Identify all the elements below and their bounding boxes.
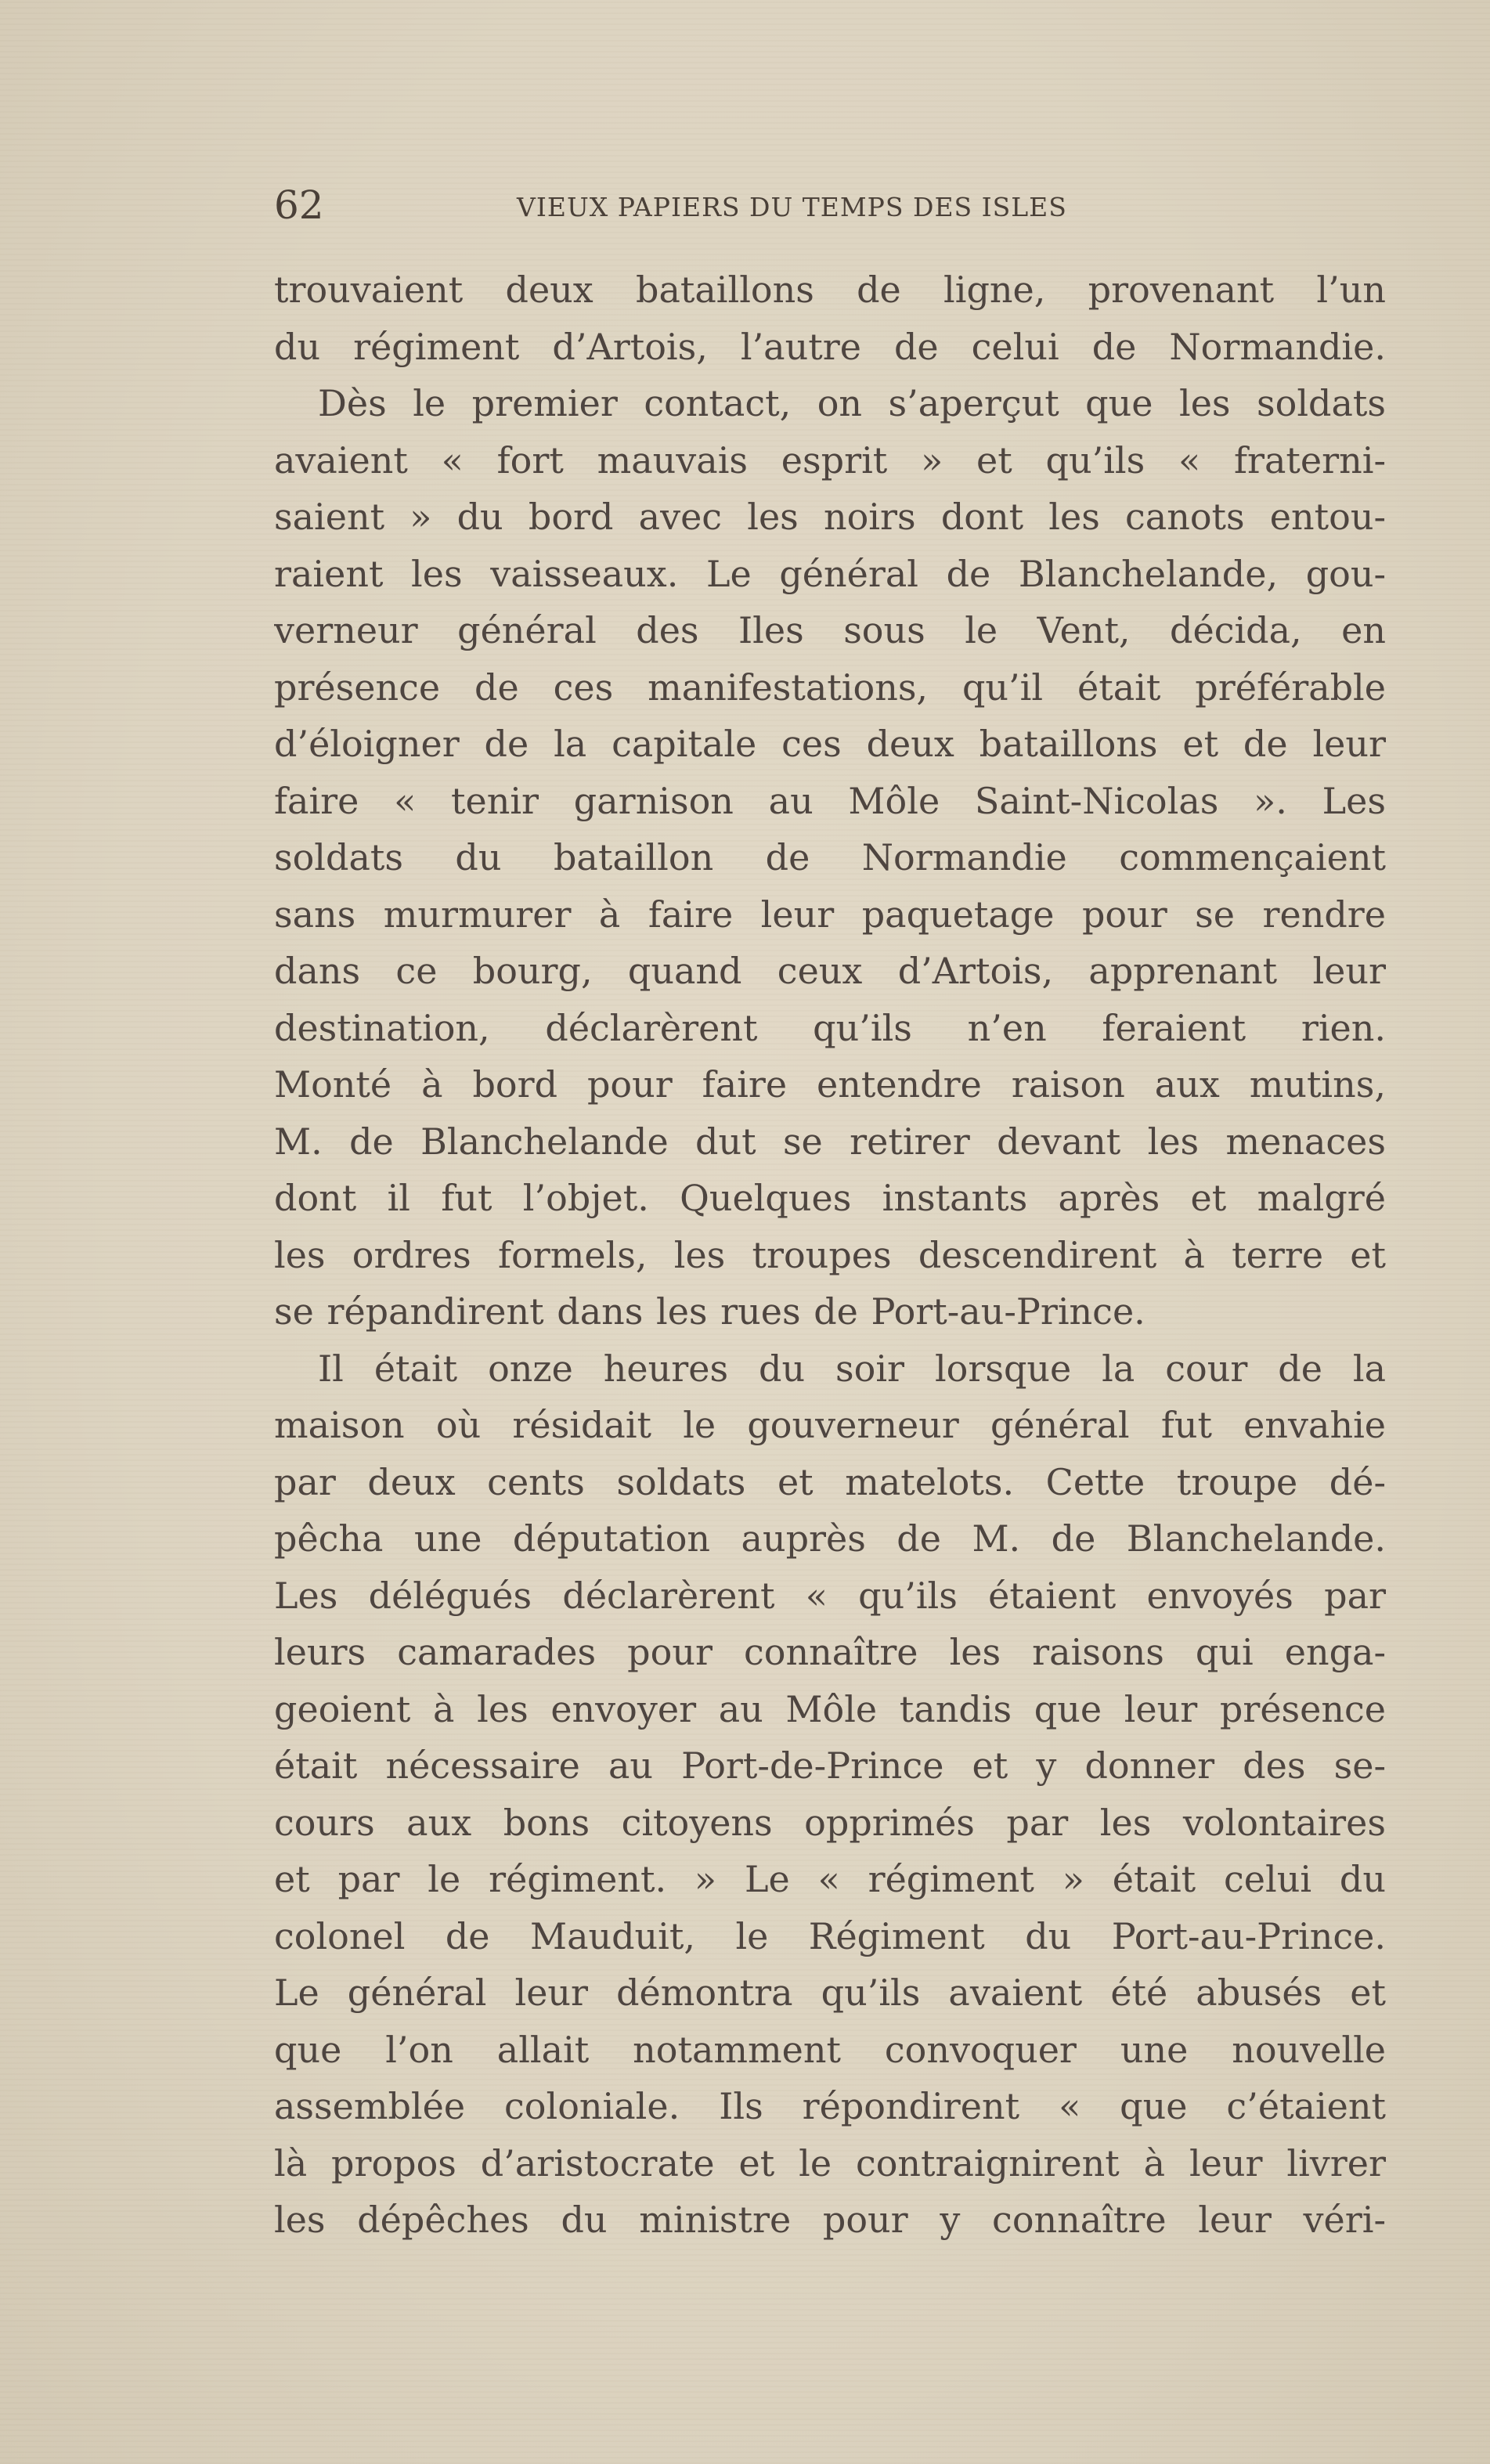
text-line: cours aux bons citoyens opprimés par les volontaires [274, 1801, 1386, 1844]
text-line: présence de ces manifestations, qu’il était préférable [274, 666, 1386, 709]
text-line: sans murmurer à faire leur paquetage pour se rendre [274, 893, 1386, 936]
text-line: geoient à les envoyer au Môle tandis que leur présence [274, 1687, 1386, 1730]
text-line: trouvaient deux bataillons de ligne, provenant l’un [274, 269, 1386, 311]
running-head: VIEUX PAPIERS DU TEMPS DES ISLES [517, 192, 1067, 222]
text-line: Les délégués déclarèrent « qu’ils étaient envoyés par [274, 1574, 1386, 1617]
body-text [274, 262, 1386, 2282]
text-line: dont il fut l’objet. Quelques instants après et malgré [274, 1177, 1386, 1219]
text-line: Monté à bord pour faire entendre raison aux mutins, [274, 1063, 1386, 1106]
text-line: pêcha une députation auprès de M. de Blanchelande. [274, 1517, 1386, 1560]
text-line: là propos d’aristocrate et le contraignirent à leur livrer [274, 2141, 1386, 2184]
text-line: Dès le premier contact, on s’aperçut que les soldats [318, 382, 1386, 424]
text-line: saient » du bord avec les noirs dont les canots entou- [274, 496, 1386, 538]
text-line: verneur général des Iles sous le Vent, décida, en [274, 609, 1386, 651]
text-line: Il était onze heures du soir lorsque la cour de la [318, 1347, 1386, 1390]
page-header [274, 182, 1386, 229]
text-line: destination, déclarèrent qu’ils n’en feraient rien. [274, 1006, 1386, 1049]
text-line: dans ce bourg, quand ceux d’Artois, apprenant leur [274, 950, 1386, 992]
page-number: 62 [274, 182, 324, 228]
text-line: par deux cents soldats et matelots. Cette troupe dé- [274, 1460, 1386, 1503]
text-line: avaient « fort mauvais esprit » et qu’ils « fraterni- [274, 438, 1386, 482]
text-line: se répandirent dans les rues de Port-au-Prince. [274, 1290, 1145, 1333]
text-line: assemblée coloniale. Ils répondirent « que c’étaient [274, 2085, 1386, 2127]
text-line: et par le régiment. » Le « régiment » était celui du [274, 1858, 1386, 1900]
text-line: d’éloigner de la capitale ces deux bataillons et de leur [274, 723, 1386, 765]
text-line: colonel de Mauduit, le Régiment du Port-au-Prince. [274, 1914, 1386, 1957]
text-line: les ordres formels, les troupes descendirent à terre et [274, 1233, 1386, 1276]
text-line: que l’on allait notamment convoquer une nouvelle [274, 2028, 1386, 2071]
text-line: maison où résidait le gouverneur général fut envahie [274, 1404, 1386, 1446]
text-line: raient les vaisseaux. Le général de Blanchelande, gou- [274, 552, 1386, 595]
text-line: M. de Blanchelande dut se retirer devant les menaces [274, 1120, 1386, 1163]
text-line: faire « tenir garnison au Môle Saint-Nicolas ». Les [274, 779, 1386, 822]
text-line: les dépêches du ministre pour y connaître leur véri- [274, 2199, 1386, 2241]
text-line: leurs camarades pour connaître les raisons qui enga- [274, 1631, 1386, 1673]
text-line: soldats du bataillon de Normandie commençaient [274, 836, 1386, 878]
text-line: du régiment d’Artois, l’autre de celui de Normandie. [274, 325, 1386, 368]
text-line: Le général leur démontra qu’ils avaient été abusés et [274, 1972, 1386, 2014]
text-line: était nécessaire au Port-de-Prince et y donner des se- [274, 1744, 1386, 1787]
